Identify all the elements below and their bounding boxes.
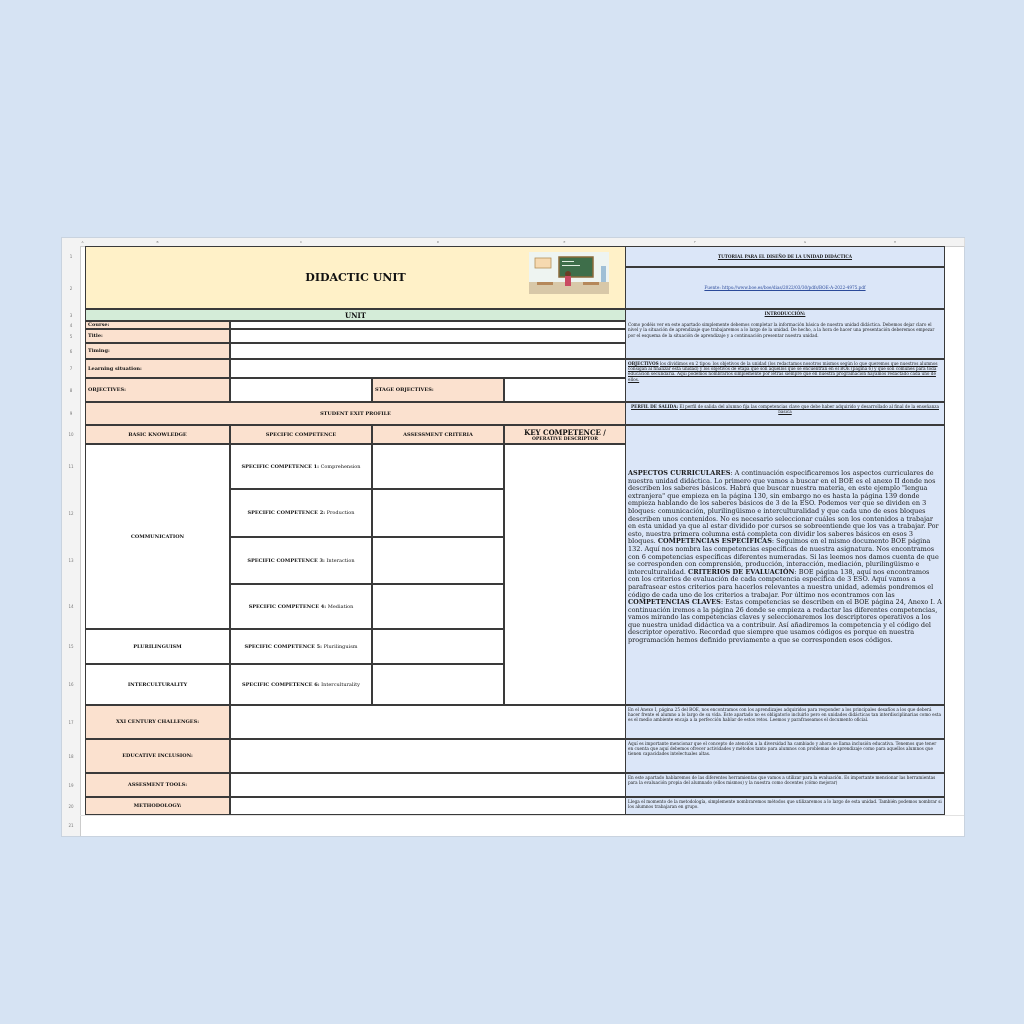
tutorial-source-cell	[625, 267, 945, 309]
tutorial-curricular-cell	[625, 425, 945, 705]
key-competence-label: KEY COMPETENCE /	[524, 427, 606, 437]
stage-objectives-input[interactable]	[504, 378, 626, 402]
student-exit-profile: STUDENT EXIT PROFILE	[85, 402, 626, 425]
sc-4-sub: Mediation	[327, 603, 354, 610]
row-header[interactable]: 9	[62, 402, 81, 425]
operative-descriptor-label: OPERATIVE DESCRIPTOR	[531, 436, 599, 442]
col-header-c[interactable]: C	[230, 238, 373, 247]
sc-1-sub: Comprehension	[320, 463, 361, 470]
specific-competence-3	[230, 537, 372, 584]
sc-3-sub: Interaction	[326, 557, 355, 564]
specific-competence-6	[230, 664, 372, 705]
specific-competence-2	[230, 489, 372, 537]
row-header[interactable]: 6	[62, 343, 81, 359]
row-header[interactable]: 5	[62, 329, 81, 343]
assessment-criteria-header: ASSESSMENT CRITERIA	[372, 425, 504, 444]
inclusion-text: Aquí es importante mencionar que el concepto de atención a la diversidad ha cambiado y ahora se llama inclusión educativa. Tenemos que tener en cuenta que aquí debemos ofrecer actividades y métodos tanto para alumnos con problemas de aprendizaje como para aquellos alumnos que tienen capacidades intelectuales altas.	[628, 741, 937, 757]
row-header[interactable]: 16	[62, 664, 81, 705]
course-input[interactable]	[230, 321, 626, 329]
xxi-century-challenges-input[interactable]	[230, 705, 626, 739]
educative-inclusion-label: EDUCATIVE INCLUSION:	[85, 739, 230, 773]
row-header[interactable]: 21	[62, 815, 81, 836]
curric-text-1: : A continuación especificaremos los aspectos curriculares de nuestra unidad didáctica. Lo primero que vamos a buscar en el BOE es el anexo II donde nos describen los saberes básicos. Habrá que buscar nuestra materia, en este ejemplo "lengua extranjera" que empieza en la página 130, sin embargo no es hasta la página 139 donde empieza hablando de los saberes básicos de 3 de la ESO. Podemos ver que se dividen en 3 bloques: comunicación, plurilingüismo e interculturalidad y que cada uno de esos bloques describen unos contenidos. No es necesario seleccionar cuáles son los contenidos a trabajar en esta unidad ya que al estar dividido por cursos se sobreentiende que los vas a trabajar. Por esto, nuestra primera columna está completa con dividir los saberes básicos en esos 3 bloques.	[628, 469, 939, 546]
row-header[interactable]: 11	[62, 444, 81, 489]
classroom-illustration-icon	[529, 252, 609, 294]
row-header[interactable]: 8	[62, 378, 81, 402]
knowledge-interculturality: INTERCULTURALITY	[85, 664, 230, 705]
col-header-e[interactable]: E	[504, 238, 626, 247]
row-header[interactable]: 17	[62, 705, 81, 739]
timing-label: Timing:	[85, 343, 230, 359]
knowledge-plurilinguism: PLURILINGUISM	[85, 629, 230, 664]
challenges-text: En el Anexo I, página 25 del BOE, nos encontramos con los aprendizajes adquiridos para responder a los principales desafíos a los que deberá hacer frente el alumno a lo largo de su vida. Este apartado no es obligatorio incluirlo pero en unidades didácticas tan interdisciplinarias como esta es el medio ambiente encaja a la perfección hablar de estos retos. Leemos y parafraseamos el documento oficial.	[628, 707, 941, 723]
tutorial-methodology-cell	[625, 797, 945, 815]
methodology-input[interactable]	[230, 797, 626, 815]
sc-4-label: SPECIFIC COMPETENCE 4:	[248, 603, 327, 610]
row-header[interactable]: 2	[62, 267, 81, 309]
row-header[interactable]: 4	[62, 321, 81, 329]
objectives-heading: OBJECTIVOS	[628, 361, 659, 366]
tutorial-profile-cell	[625, 402, 945, 425]
col-header-a[interactable]: A	[80, 238, 86, 247]
row-header[interactable]: 13	[62, 537, 81, 584]
objectives-input[interactable]	[230, 378, 372, 402]
row-header[interactable]: 10	[62, 425, 81, 444]
course-label: Course:	[85, 321, 230, 329]
key-competence-header	[504, 425, 626, 444]
learning-situation-label: Learning situation:	[85, 359, 230, 378]
row-header[interactable]: 15	[62, 629, 81, 664]
tools-text: En este apartado hablaremos de las diferentes herramientas que vamos a utilizar para la evaluación. Es importante mencionar las herramientas para la evaluación propia del alumnado (ellos mismos) y la nuestra como docentes (cómo mejorar)	[628, 775, 936, 786]
row-header[interactable]: 3	[62, 309, 81, 321]
key-competence-cell[interactable]	[504, 444, 626, 705]
objectives-text: los dividimos en 2 tipos: los objetivos de la unidad (los redactamos nosotros mismos según lo que queremos que nuestros alumnos consigan al finalizar esta unidad) y los objetivos de etapa que son aquellos que se encuentran en el BOE (página 6) y que son comunes para toda educación secundaria. Aquí podemos nombrarlos simplemente por letras siempre que en nuestra programación hayamos redactado cada uno de ellos.	[628, 361, 938, 382]
specific-competence-4	[230, 584, 372, 629]
col-header-g[interactable]: G	[765, 238, 846, 247]
learning-situation-input[interactable]	[230, 359, 626, 378]
row-header[interactable]: 20	[62, 797, 81, 815]
row-header[interactable]: 18	[62, 739, 81, 773]
curric-text-3: : BOE página 138, aquí nos encontramos con los criterios de evaluación de cada competencia específica de 3 ESO. Aquí vamos a parafrasear estos criterios para hacerlos relevantes a nuestra unidad, además pondremos el código de cada uno de los criterios a trabajar. Por último nos econtramos con las	[628, 567, 934, 599]
profile-heading: PERFIL DE SALIDA:	[631, 404, 679, 409]
specific-competence-5	[230, 629, 372, 664]
sc-6-label: SPECIFIC COMPETENCE 6:	[242, 681, 320, 688]
specific-competence-header: SPECIFIC COMPETENCE	[230, 425, 372, 444]
unit-header: UNIT	[85, 309, 626, 321]
assessment-tools-input[interactable]	[230, 773, 626, 797]
intro-text: Como podéis ver en este apartado simplemente debemos completar la información básica de nuestra unidad didáctica. Debemos dejar claro el nivel y la situación de aprendizaje que trabajaremos a lo largo de la unidad. De hecho, a la hora de hacer una presentación deberemos empezar por el esquema de la situación de aprendizaje y a continuación presentar nuestra unidad.	[628, 322, 935, 338]
row-header[interactable]: 14	[62, 584, 81, 629]
assessment-criteria-cell[interactable]	[372, 537, 504, 584]
title-label: Title:	[85, 329, 230, 343]
assessment-criteria-cell[interactable]	[372, 584, 504, 629]
title-input[interactable]	[230, 329, 626, 343]
methodology-label: METHODOLOGY:	[85, 797, 230, 815]
sc-1-label: SPECIFIC COMPETENCE 1:	[241, 463, 319, 470]
tutorial-intro-cell	[625, 309, 945, 359]
curric-text-2: : Seguimos en el mismo documento BOE página 132. Aquí nos nombra las competencias específicas de nuestra asignatura. Nos encontramos con 6 competencias específicas diferentes numeradas. Si las leemos nos damos cuenta de que se corresponden con comprensión, producción, interacción, mediación, plurilingüismo e interculturalidad.	[628, 537, 939, 576]
row-header[interactable]: 7	[62, 359, 81, 378]
col-header-d[interactable]: D	[372, 238, 505, 247]
assessment-criteria-cell[interactable]	[372, 629, 504, 664]
tutorial-objectives-cell	[625, 359, 945, 402]
tutorial-challenges-cell	[625, 705, 945, 739]
col-header-h[interactable]: H	[845, 238, 946, 247]
knowledge-communication: COMMUNICATION	[85, 444, 230, 629]
sc-5-label: SPECIFIC COMPETENCE 5:	[244, 643, 322, 650]
sc-5-sub: Plurilinguism	[323, 643, 358, 650]
basic-knowledge-header: BASIC KNOWLEDGE	[85, 425, 230, 444]
didactic-unit-title: DIDACTIC UNIT	[85, 246, 626, 309]
tutorial-source-link[interactable]: Fuente: https://www.boe.es/boe/dias/2022/03/30/pdfs/BOE-A-2022-4975.pdf	[704, 285, 866, 291]
curric-heading-3: CRITERIOS DE EVALUACIÓN	[688, 567, 795, 576]
row-header[interactable]: 12	[62, 489, 81, 537]
curric-heading-4: COMPETENCIAS CLAVES	[628, 598, 721, 607]
sc-6-sub: Interculturality	[321, 681, 360, 688]
specific-competence-1	[230, 444, 372, 489]
timing-input[interactable]	[230, 343, 626, 359]
stage-objectives-label: STAGE OBJECTIVES:	[372, 378, 504, 402]
tutorial-tools-cell	[625, 773, 945, 797]
objectives-label: OBJECTIVES:	[85, 378, 230, 402]
curric-heading-2: COMPETENCIAS ESPECÍFICAS	[657, 537, 772, 546]
tutorial-title: TUTORIAL PARA EL DISEÑO DE LA UNIDAD DIDÁCTICA	[717, 253, 853, 259]
col-header-b[interactable]: B	[85, 238, 231, 247]
row-header[interactable]: 19	[62, 773, 81, 797]
assessment-criteria-cell[interactable]	[372, 444, 504, 489]
curric-text-4: : Estas competencias se describen en el BOE página 24, Anexo I. A continuación iremos a la página 26 donde se empieza a redactar las diferentes competencias, vamos mirando las competencias claves y seleccionaremos los descriptores operativos a los que nuestra unidad didáctica va a contribuir. Así añadiremos la competencia y el código del descriptor operativo. Recordad que siempre que usamos códigos es porque en nuestra programación hemos definido previamente a que se corresponden esos códigos.	[628, 598, 942, 645]
curric-heading-1: ASPECTOS CURRICULARES	[628, 469, 731, 477]
xxi-century-challenges-label: XXI CENTURY CHALLENGES:	[85, 705, 230, 739]
sc-2-sub: Production	[326, 510, 355, 516]
row-header[interactable]: 1	[62, 246, 81, 267]
methodology-text: Llega el momento de la metodología, simplemente nombraremos métodos que utilizaremos a lo largo de esta unidad. También podemos nombrar si los alumnos trabajaran en grupo.	[628, 799, 942, 810]
col-header-extra[interactable]	[945, 238, 965, 247]
tutorial-inclusion-cell	[625, 739, 945, 773]
intro-heading: INTRODUCCIÓN:	[764, 311, 806, 316]
sc-3-label: SPECIFIC COMPETENCE 3:	[247, 557, 325, 564]
profile-text: El perfil de salida del alumno fija las competencias clave que debe haber adquirido y desarrollado al final de la enseñanza básica	[679, 404, 939, 415]
col-header-f[interactable]: F	[625, 238, 766, 247]
spreadsheet	[62, 238, 964, 836]
assessment-tools-label: ASSESMENT TOOLS:	[85, 773, 230, 797]
tutorial-title-cell	[625, 246, 945, 267]
sc-2-label: SPECIFIC COMPETENCE 2:	[247, 510, 326, 516]
empty-row[interactable]	[80, 815, 964, 837]
assessment-criteria-cell[interactable]	[372, 489, 504, 537]
assessment-criteria-cell[interactable]	[372, 664, 504, 705]
educative-inclusion-input[interactable]	[230, 739, 626, 773]
